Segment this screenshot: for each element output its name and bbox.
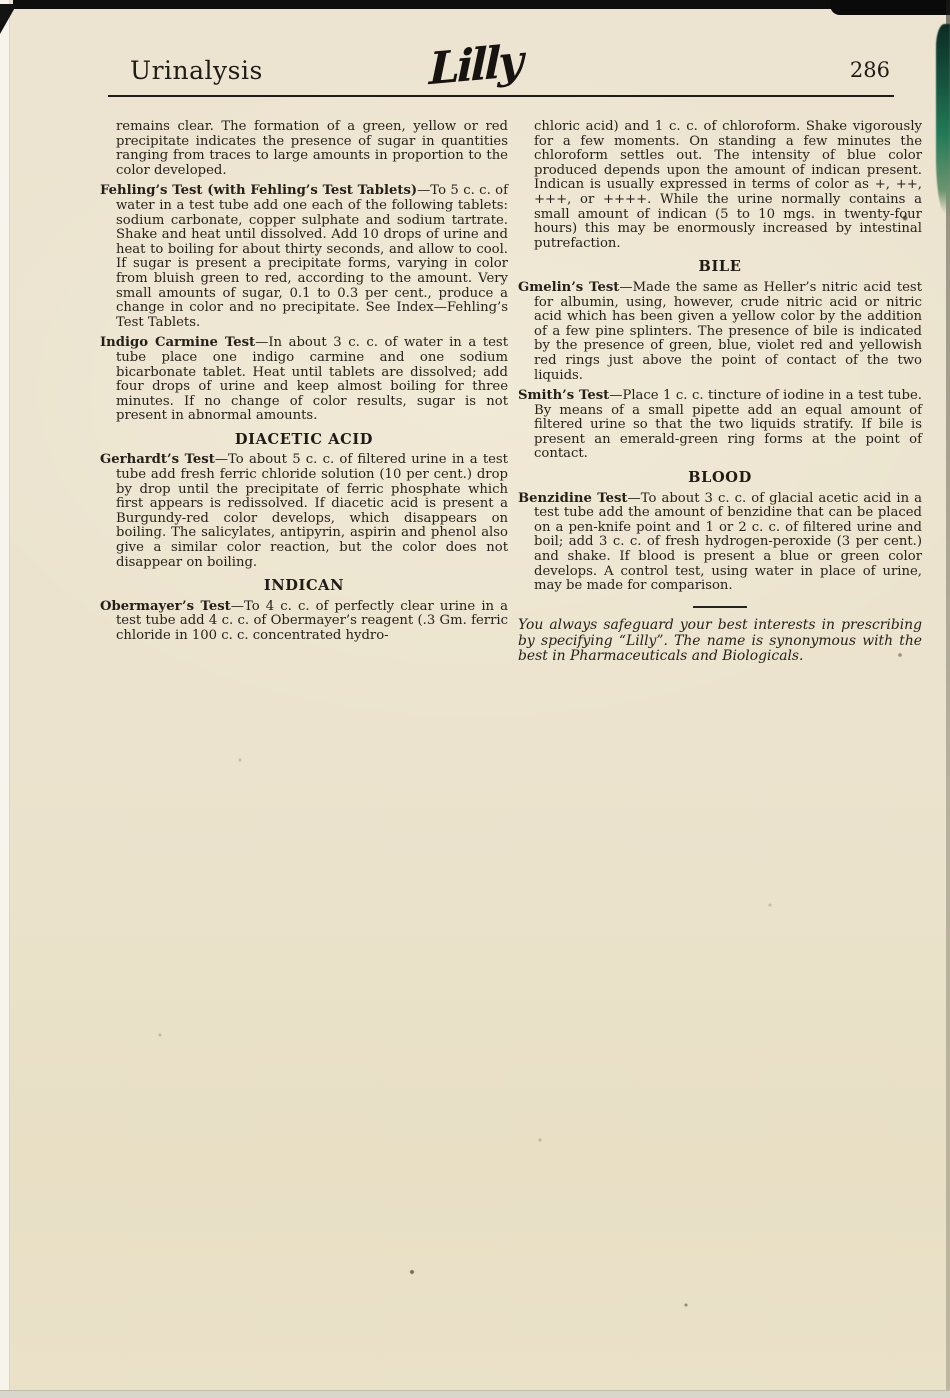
test-name: Gmelin’s Test (518, 279, 620, 295)
test-entry: Benzidine Test—To about 3 c. c. of glacial acetic acid in a test tube add the amount of benzidine that can be placed on a pen-knife point and 1 or 2 c. c. of filtered urine and boil; add 3 c. c. of fresh hydrogen-peroxide (3 per cent.) and shake. If blood is present a blue or green color develops. A control test, using water in place of urine, may be made for comparison. (518, 490, 922, 594)
lilly-logo (0, 35, 950, 96)
scan-top-edge (13, 0, 950, 9)
section-heading: INDICAN (263, 577, 345, 595)
test-entry: Indigo Carmine Test—In about 3 c. c. of water in a test tube place one indigo carmine and one sodium bicarbonate tablet. Heat until tablets are dissolved; add four drops of urine and keep almost boiling for three minutes. If no change of color results, sugar is not present in abnormal amounts. (100, 335, 509, 424)
test-entry: Gerhardt’s Test—To about 5 c. c. of filtered urine in a test tube add fresh ferric chloride solution (10 per cent.) drop by drop until the precipitate of ferric phosphate which first appears is redissolved. If diacetic acid is present a Burgundy-red color develops, which disappears on boiling. The salicylates, antipyrin, aspirin and phenol also give a similar color reaction, but the color does not disappear on boiling. (100, 452, 508, 570)
running-head-section: Urinalysis (130, 56, 263, 85)
test-name: Smith’s Test (518, 388, 610, 404)
paragraph: remains clear. The formation of a green, yellow or red precipitate indicates the presence of sugar in quantities ranging from traces to large amounts in proportion to the color developed. (116, 119, 508, 178)
test-entry: Gmelin’s Test—Made the same as Heller’s nitric acid test for albumin, using, however, crude nitric acid or nitric acid which has been given a yellow color by the addition of a few pine splinters. The presence of bile is indicated by the presence of green, blue, violet red and yellowish red rings just above the point of contact of the two liquids. (518, 279, 922, 383)
scan-corner-mark (0, 4, 17, 34)
section-heading: BLOOD (688, 469, 752, 487)
lilly-logo-script: Lilly (428, 35, 522, 96)
test-name: Obermayer’s Test (100, 598, 231, 614)
test-entry: Fehling’s Test (with Fehling’s Test Tablets)—To 5 c. c. of water in a test tube add one each of the following tablets: sodium carbonate, copper sulphate and sodium tartrate. Shake and heat until dissolved. Add 10 drops of urine and heat to boiling for about thirty seconds, and allow to cool. If sugar is present a precipitate forms, varying in color from bluish green to red, according to the amount. Very small amounts of sugar, 0.1 to 0.3 per cent., produce a change in color and no precipitate. See Index—Fehling’s Test Tablets. (100, 183, 508, 330)
divider-rule (693, 606, 747, 608)
promo-note: You always safeguard your best interests in prescribing by specifying “Lilly”. The name is synonymous with the best in Pharmaceuticals and Biologicals. (518, 616, 922, 665)
test-entry: Obermayer’s Test—To 4 c. c. of perfectly clear urine in a test tube add 4 c. c. of Obermayer’s reagent (.3 Gm. ferric chloride in 100 c. c. concentrated hydro- (100, 598, 509, 643)
test-name: Fehling’s Test (with Fehling’s Test Tablets) (100, 183, 418, 199)
right-column (518, 120, 922, 665)
scan-top-right-edge (830, 0, 950, 15)
scan-bottom-edge (0, 1390, 950, 1398)
section-heading: DIACETIC ACID (234, 430, 374, 448)
page-number: 286 (849, 58, 890, 82)
section-heading: BILE (698, 258, 742, 276)
header-rule (108, 95, 894, 97)
test-name: Gerhardt’s Test (100, 452, 215, 468)
test-entry: Smith’s Test—Place 1 c. c. tincture of iodine in a test tube. By means of a small pipette add an equal amount of filtered urine so that the two liquids stratify. If bile is present an emerald-green ring forms at the point of contact. (518, 388, 922, 462)
scan-left-margin (0, 0, 10, 1398)
test-name: Benzidine Test (518, 490, 628, 506)
left-column (100, 120, 508, 650)
test-name: Indigo Carmine Test (100, 335, 256, 351)
paragraph: chloric acid) and 1 c. c. of chloroform. Shake vigorously for a few moments. On standing a few minutes the chloroform settles out. The intensity of blue color produced depends upon the amount of indican present. Indican is usually expressed in terms of color as +, ++, +++, or ++++. While the urine normally contains a small amount of indican (5 to 10 mgs. in twenty-four hours) this may be enormously increased by intestinal putrefaction. (534, 119, 922, 251)
